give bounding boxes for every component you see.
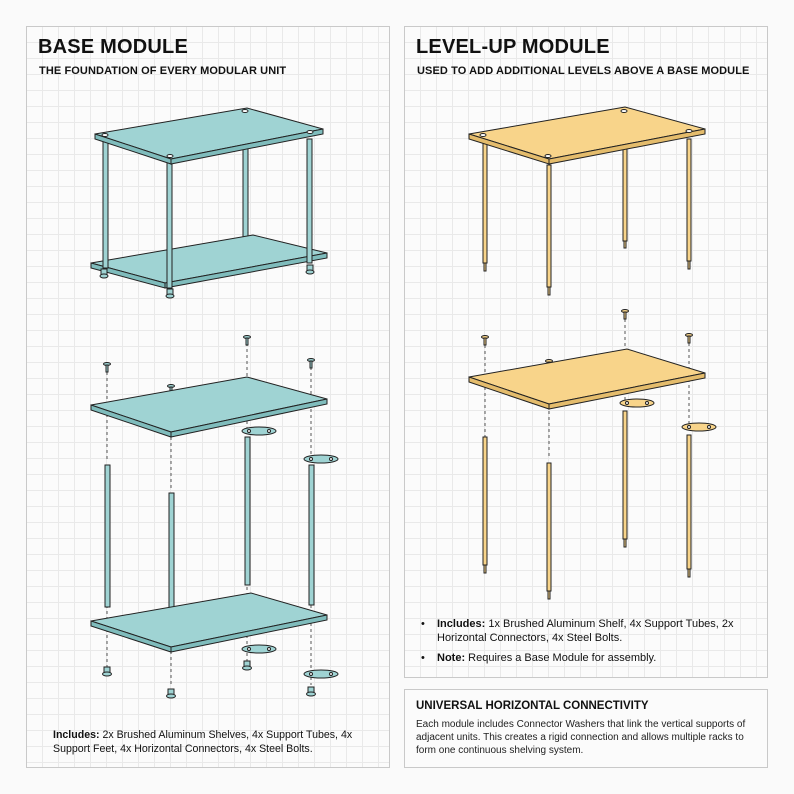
steel-bolt xyxy=(622,310,629,320)
support-foot xyxy=(166,289,174,298)
horizontal-connector xyxy=(620,399,654,407)
support-tube xyxy=(687,139,691,269)
steel-bolt xyxy=(104,363,111,373)
support-tube xyxy=(623,411,627,547)
horizontal-connector xyxy=(682,423,716,431)
bolt-hole xyxy=(480,134,486,137)
level-up-bullets xyxy=(419,617,759,671)
steel-bolt xyxy=(244,336,251,346)
base-module-diagram xyxy=(27,27,391,769)
bolt-hole xyxy=(307,131,313,134)
bolt-hole xyxy=(621,110,627,113)
support-foot xyxy=(100,269,108,278)
support-tube xyxy=(169,493,174,625)
bolt-hole xyxy=(545,155,551,158)
levelup-assembled-illustration xyxy=(469,107,705,295)
support-tube xyxy=(307,139,312,263)
includes-text: 2x Brushed Aluminum Shelves, 4x Support Tubes, 4x Support Feet, 4x Horizontal Connectors, 4x Steel Bolts. xyxy=(53,729,353,755)
level-up-module-subtitle: USED TO ADD ADDITIONAL LEVELS ABOVE A BASE MODULE xyxy=(417,65,750,77)
support-tube xyxy=(483,437,487,573)
bullet-glyph: • xyxy=(421,618,425,630)
bullet-glyph: • xyxy=(421,652,425,664)
bolt-hole xyxy=(167,155,173,158)
level-up-includes-item xyxy=(419,617,759,645)
level-up-shelf xyxy=(469,349,705,404)
connectivity-text: Each module includes Connector Washers that link the vertical supports of adjacent units. This creates a rigid connection and allows multiple racks to form one continuous shelving system. xyxy=(416,719,746,756)
steel-bolt xyxy=(686,334,693,344)
base-module-title: BASE MODULE xyxy=(38,36,188,58)
support-foot xyxy=(167,689,176,698)
level-up-note-item xyxy=(419,651,759,665)
bolt-hole xyxy=(686,130,692,133)
base-module-panel xyxy=(26,26,390,768)
horizontal-connector xyxy=(304,670,338,678)
base-module-subtitle: THE FOUNDATION OF EVERY MODULAR UNIT xyxy=(39,65,287,77)
horizontal-connector xyxy=(242,645,276,653)
connectivity-panel xyxy=(404,689,768,768)
includes-label: Includes: xyxy=(53,729,103,741)
support-foot xyxy=(307,687,316,696)
levelup-exploded-illustration xyxy=(469,310,716,600)
support-tube xyxy=(547,165,551,295)
base-module-includes xyxy=(53,728,373,756)
bolt-hole xyxy=(242,110,248,113)
note-label: Note: xyxy=(437,652,469,664)
horizontal-connector xyxy=(242,427,276,435)
support-tube xyxy=(483,141,487,271)
support-tube xyxy=(105,465,110,607)
support-tube xyxy=(167,162,172,288)
connectivity-title: UNIVERSAL HORIZONTAL CONNECTIVITY xyxy=(416,700,649,712)
support-tube xyxy=(623,149,627,248)
support-tube xyxy=(103,140,108,268)
support-tube xyxy=(687,435,691,577)
support-foot xyxy=(243,661,252,670)
support-foot xyxy=(306,265,314,274)
base-assembled-illustration xyxy=(91,108,327,298)
level-up-module-panel xyxy=(404,26,768,678)
steel-bolt xyxy=(482,336,489,346)
level-up-module-diagram xyxy=(405,27,769,679)
base-exploded-illustration xyxy=(91,336,338,699)
includes-text: 1x Brushed Aluminum Shelf, 4x Support Tubes, 2x Horizontal Connectors, 4x Steel Bolts. xyxy=(437,618,734,644)
support-tube xyxy=(309,465,314,605)
bolt-hole xyxy=(102,134,108,137)
support-tube xyxy=(245,437,250,585)
horizontal-connector xyxy=(304,455,338,463)
support-foot xyxy=(103,667,112,676)
level-up-module-title: LEVEL-UP MODULE xyxy=(416,36,610,58)
note-text: Requires a Base Module for assembly. xyxy=(468,652,657,664)
includes-label: Includes: xyxy=(437,618,489,630)
support-tube xyxy=(547,463,551,599)
steel-bolt xyxy=(308,359,315,369)
